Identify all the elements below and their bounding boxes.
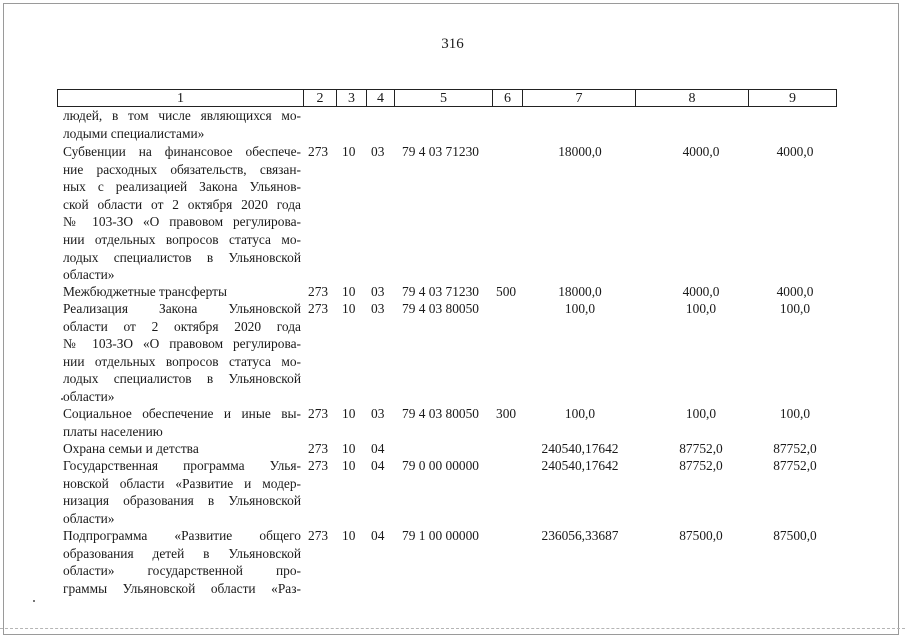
row-2-description <box>63 283 301 301</box>
row-3-col-7: 100,0 <box>564 301 596 316</box>
row-7-col-9: 87500,0 <box>773 528 817 543</box>
row-2-col-7: 18000,0 <box>558 284 602 299</box>
row-4-col-3: 10 <box>342 406 356 421</box>
row-2-col-4: 03 <box>371 284 385 299</box>
row-1-line-0: Субвенции на финансовое обеспече- <box>63 144 301 159</box>
row-1-col-7: 18000,0 <box>558 144 602 159</box>
row-3-line-1: области от 2 октября 2020 года <box>63 318 301 334</box>
row-1-line-4: № 103-ЗО «О правовом регулирова- <box>63 214 301 230</box>
row-1-line-6: лодых специалистов в Ульяновской <box>63 249 301 265</box>
row-3-line-4: лодых специалистов в Ульяновской <box>63 371 301 387</box>
row-3-col-8: 100,0 <box>685 301 717 316</box>
row-1-col-5: 79 4 03 71230 <box>402 144 479 159</box>
row-1-line-3: ской области от 2 октября 2020 года <box>63 196 301 212</box>
header-col-8: 8 <box>635 90 748 106</box>
row-7-col-8: 87500,0 <box>679 528 723 543</box>
row-2-line-0: Межбюджетные трансферты <box>63 284 227 299</box>
row-7-col-4: 04 <box>371 528 385 543</box>
row-1-line-2: ных с реализацией Закона Ульянов- <box>63 179 301 195</box>
header-col-7: 7 <box>522 90 635 106</box>
row-7-col-3: 10 <box>342 528 356 543</box>
row-1-col-3: 10 <box>342 144 356 159</box>
row-1-line-5: нии отдельных вопросов статуса мо- <box>63 231 301 247</box>
row-3-col-3: 10 <box>342 301 356 316</box>
row-2-col-3: 10 <box>342 284 356 299</box>
row-1-col-8: 4000,0 <box>682 144 720 159</box>
row-3-line-0: Реализация Закона Ульяновской <box>63 301 301 316</box>
row-6-col-4: 04 <box>371 458 385 473</box>
row-3-line-3: нии отдельных вопросов статуса мо- <box>63 353 301 369</box>
scan-speck <box>61 398 63 400</box>
row-1-line-7: области» <box>63 267 115 283</box>
row-4-col-5: 79 4 03 80050 <box>402 406 479 421</box>
row-0-description <box>63 107 301 142</box>
row-6-col-8: 87752,0 <box>679 458 723 473</box>
row-7-line-1: образования детей в Ульяновской <box>63 545 301 561</box>
row-4-line-1: платы населению <box>63 423 163 439</box>
header-col-9: 9 <box>748 90 836 106</box>
row-6-col-7: 240540,17642 <box>541 458 619 473</box>
row-1-col-4: 03 <box>371 144 385 159</box>
row-4-line-0: Социальное обеспечение и иные вы- <box>63 406 301 421</box>
row-5-col-3: 10 <box>342 441 356 456</box>
row-6-col-2: 273 <box>308 458 329 473</box>
row-0-line-0: людей, в том числе являющихся мо- <box>63 108 301 123</box>
row-4-col-2: 273 <box>308 406 329 421</box>
table-header-row <box>57 89 837 107</box>
row-3-description <box>63 300 301 406</box>
header-col-2: 2 <box>303 90 336 106</box>
header-col-4: 4 <box>366 90 394 106</box>
row-7-col-5: 79 1 00 00000 <box>402 528 479 543</box>
row-2-col-8: 4000,0 <box>682 284 720 299</box>
header-col-1: 1 <box>177 91 184 106</box>
row-7-line-2: области» государственной про- <box>63 563 301 579</box>
row-6-col-5: 79 0 00 00000 <box>402 458 479 473</box>
row-1-description <box>63 143 301 284</box>
row-7-col-2: 273 <box>308 528 329 543</box>
row-2-col-2: 273 <box>308 284 329 299</box>
row-6-line-0: Государственная программа Улья- <box>63 458 301 473</box>
row-7-line-3: граммы Ульяновской области «Раз- <box>63 580 301 596</box>
row-4-col-8: 100,0 <box>685 406 717 421</box>
row-4-description <box>63 405 301 440</box>
row-6-description <box>63 457 301 527</box>
row-1-col-9: 4000,0 <box>776 144 814 159</box>
row-6-col-9: 87752,0 <box>773 458 817 473</box>
row-2-col-6: 500 <box>496 284 517 299</box>
row-4-col-9: 100,0 <box>779 406 811 421</box>
row-4-col-6: 300 <box>496 406 517 421</box>
row-3-line-2: № 103-ЗО «О правовом регулирова- <box>63 336 301 352</box>
row-6-line-3: области» <box>63 510 115 526</box>
row-5-description <box>63 440 301 458</box>
row-6-line-1: новской области «Развитие и модер- <box>63 475 301 491</box>
row-5-line-0: Охрана семьи и детства <box>63 441 199 456</box>
row-5-col-9: 87752,0 <box>773 441 817 456</box>
row-1-line-1: ние расходных обязательств, связан- <box>63 161 301 177</box>
row-1-col-2: 273 <box>308 144 329 159</box>
row-5-col-4: 04 <box>371 441 385 456</box>
row-7-col-7: 236056,33687 <box>541 528 619 543</box>
row-5-col-8: 87752,0 <box>679 441 723 456</box>
row-2-col-5: 79 4 03 71230 <box>402 284 479 299</box>
page-number: 316 <box>441 36 464 52</box>
scan-speck <box>33 600 35 602</box>
row-0-line-1: лодыми специалистами» <box>63 125 205 141</box>
header-col-6: 6 <box>492 90 522 106</box>
header-col-3: 3 <box>336 90 366 106</box>
header-col-5: 5 <box>394 90 492 106</box>
row-3-col-4: 03 <box>371 301 385 316</box>
row-3-col-9: 100,0 <box>779 301 811 316</box>
row-5-col-7: 240540,17642 <box>541 441 619 456</box>
scan-edge <box>0 628 905 629</box>
row-2-col-9: 4000,0 <box>776 284 814 299</box>
row-5-col-2: 273 <box>308 441 329 456</box>
row-6-line-2: низация образования в Ульяновской <box>63 493 301 509</box>
row-7-line-0: Подпрограмма «Развитие общего <box>63 528 301 543</box>
row-3-col-2: 273 <box>308 301 329 316</box>
row-4-col-4: 03 <box>371 406 385 421</box>
row-3-line-5: области» <box>63 388 115 404</box>
row-4-col-7: 100,0 <box>564 406 596 421</box>
row-6-col-3: 10 <box>342 458 356 473</box>
row-7-description <box>63 527 301 597</box>
row-3-col-5: 79 4 03 80050 <box>402 301 479 316</box>
